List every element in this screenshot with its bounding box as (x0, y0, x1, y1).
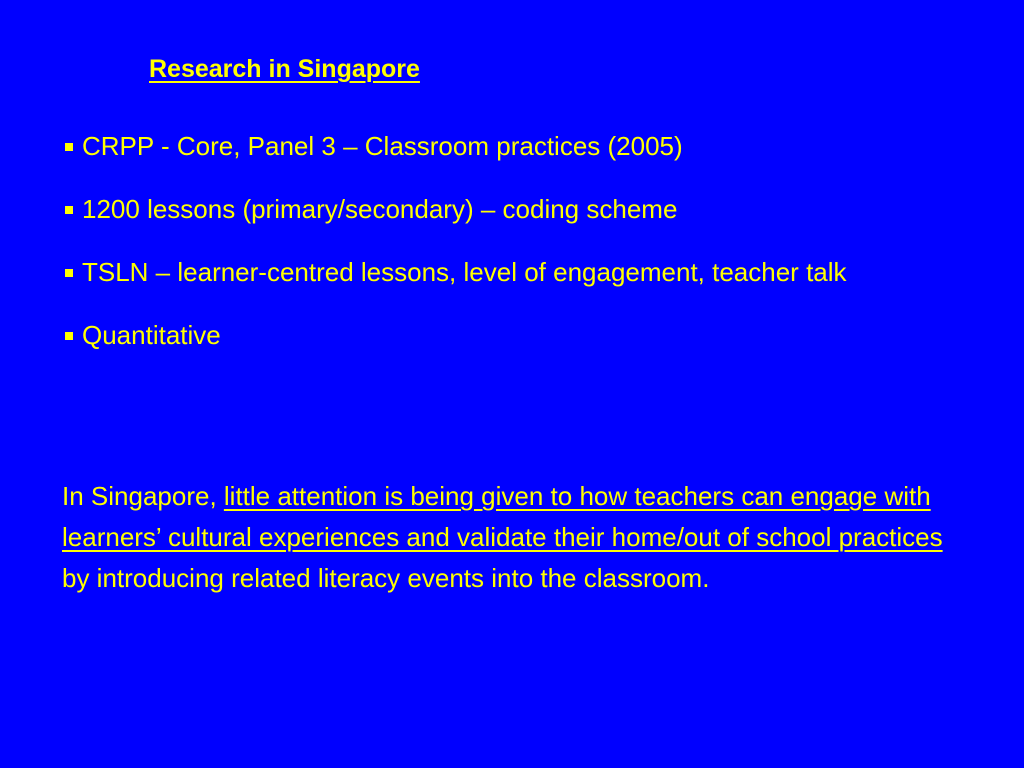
bullet-item (62, 128, 962, 164)
paragraph-lead: In Singapore, (62, 481, 224, 511)
paragraph-tail: by introducing related literacy events into the classroom. (62, 563, 710, 593)
underlined-emphasis: little attention is being given to how teachers can engage with learners’ cultural experiences and validate their home/out of school practices (62, 481, 943, 552)
slide-title: Research in Singapore (149, 55, 420, 83)
square-bullet-icon (65, 269, 73, 277)
bullet-text: TSLN – learner-centred lessons, level of engagement, teacher talk (82, 257, 847, 287)
bullet-text: CRPP - Core, Panel 3 – Classroom practices (2005) (82, 131, 683, 161)
summary-paragraph (62, 476, 972, 599)
bullet-text: 1200 lessons (primary/secondary) – coding scheme (82, 194, 678, 224)
square-bullet-icon (65, 206, 73, 214)
square-bullet-icon (65, 143, 73, 151)
square-bullet-icon (65, 332, 73, 340)
bullet-item (62, 254, 962, 290)
bullet-item (62, 191, 962, 227)
bullet-text: Quantitative (82, 320, 221, 350)
bullet-list (62, 128, 962, 353)
bullet-item (62, 317, 962, 353)
